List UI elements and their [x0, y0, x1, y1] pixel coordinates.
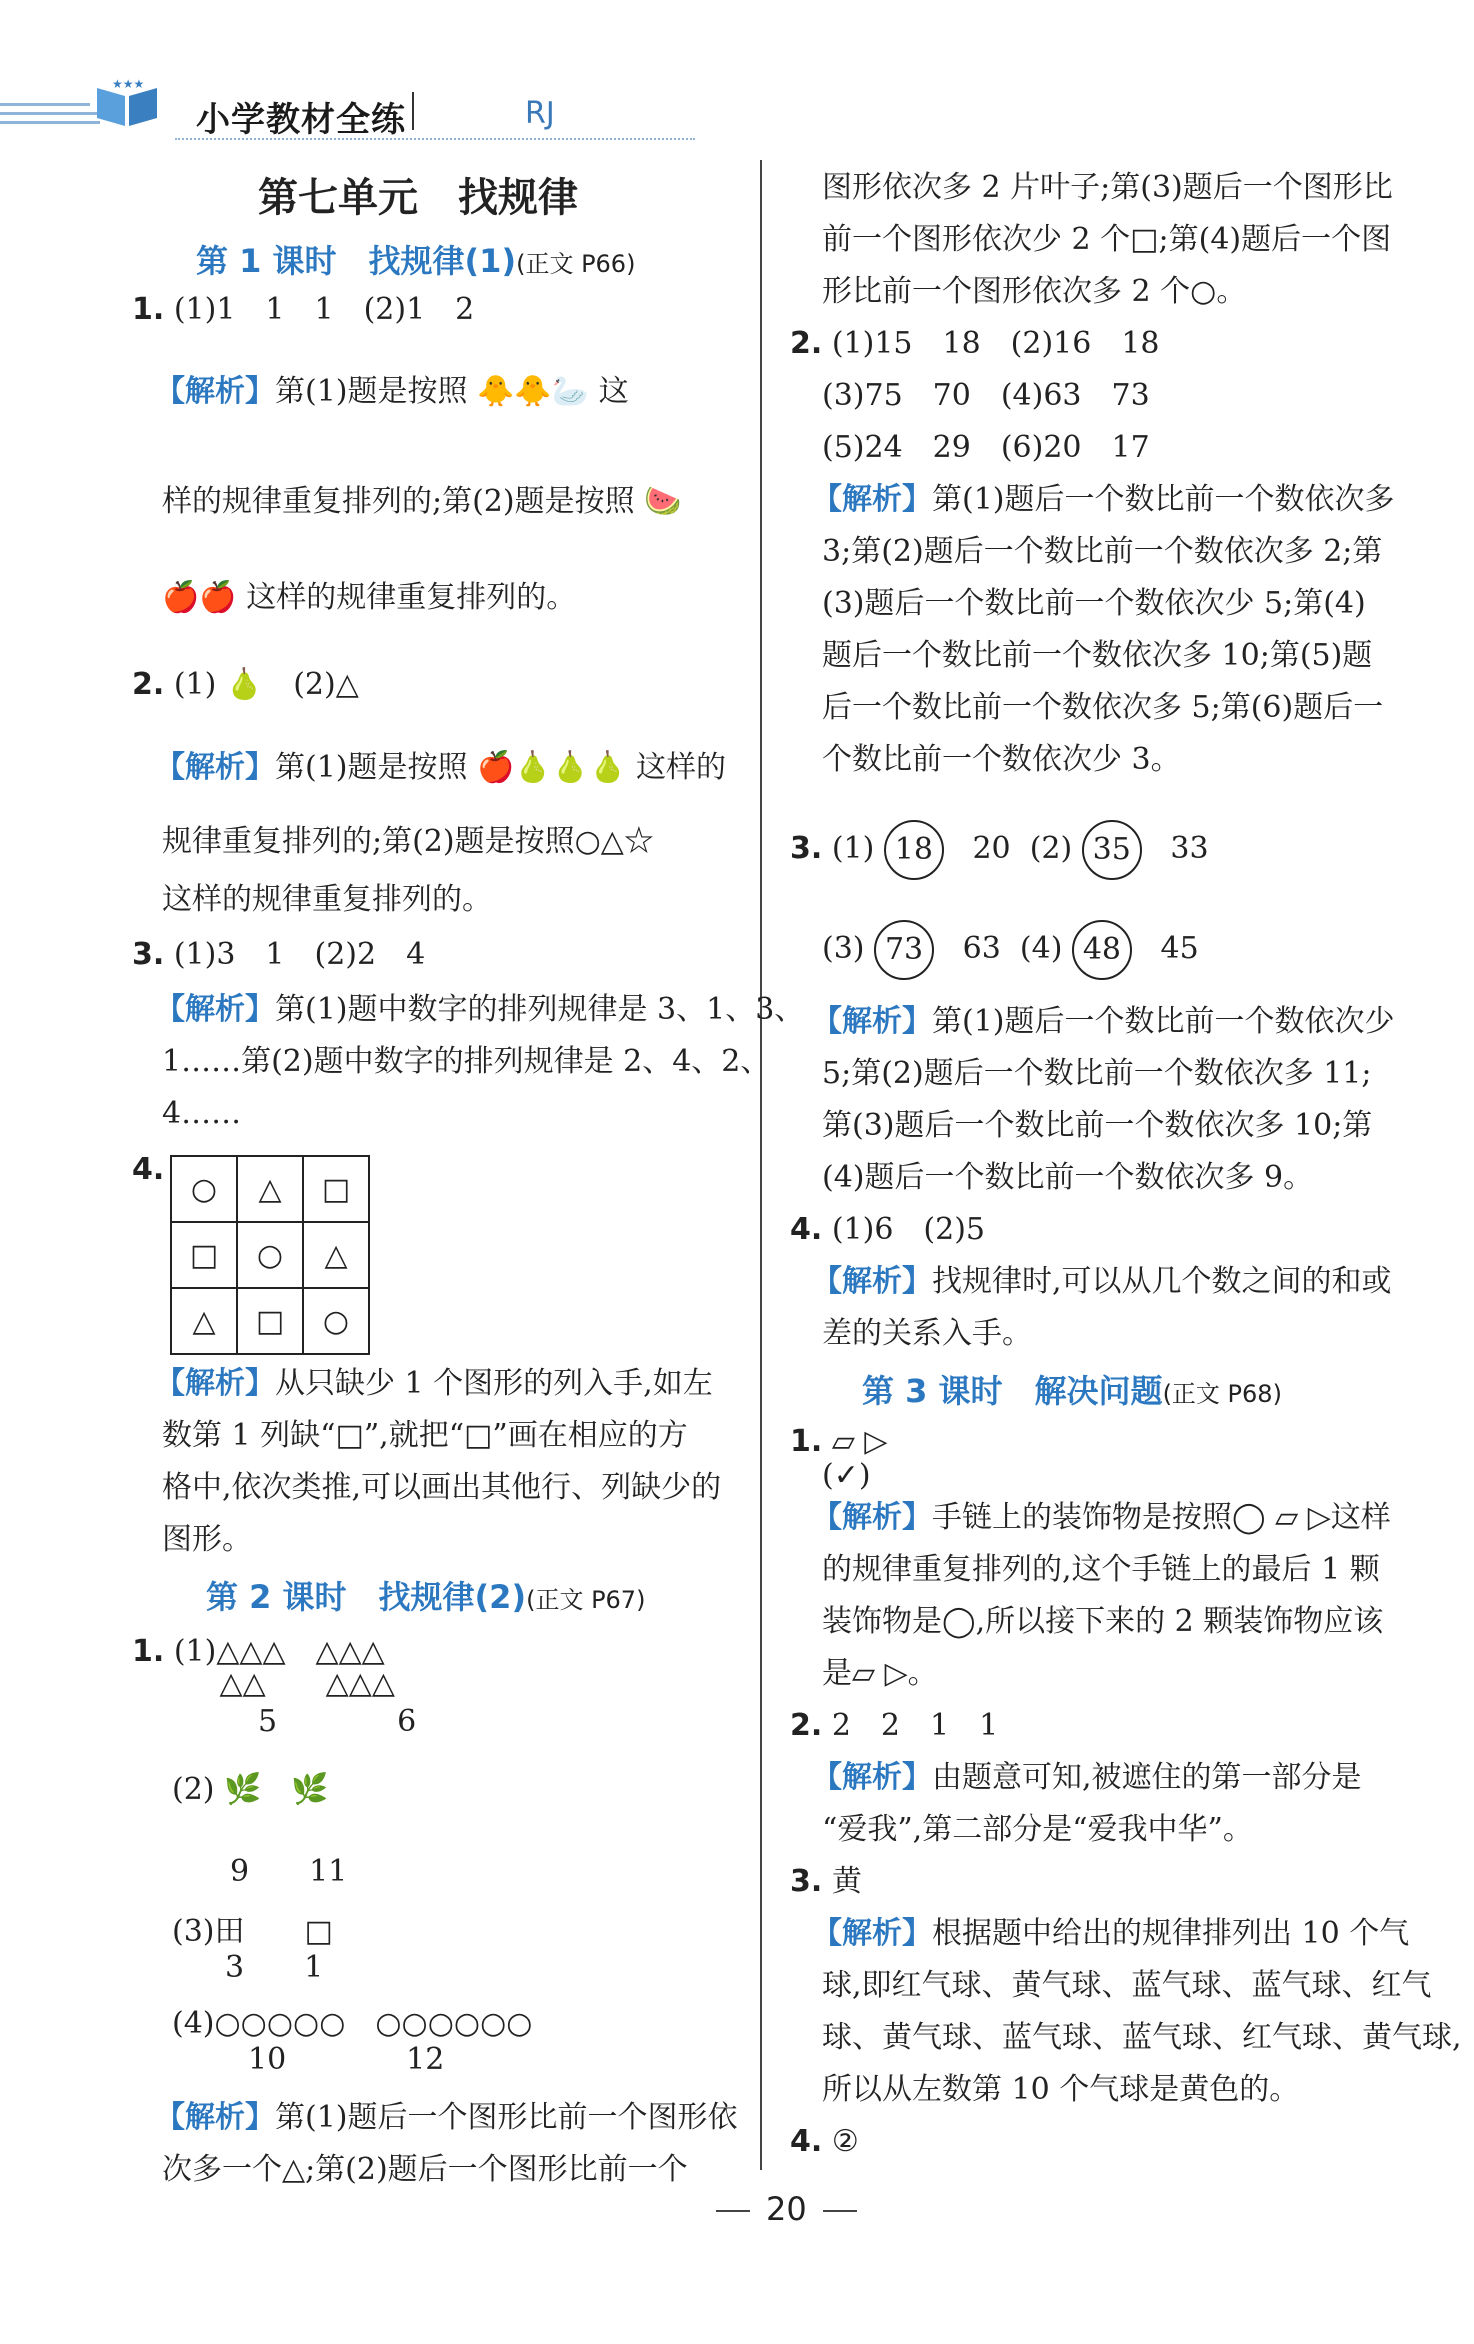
q3-analysis-2: 1……第(2)题中数字的排列规律是 2、4、2、	[162, 1044, 771, 1079]
book-logo-icon	[92, 78, 162, 128]
grid-cell: ○	[171, 1156, 237, 1222]
grid-cell: △	[171, 1288, 237, 1354]
q4-analysis-1: 【解析】从只缺少 1 个图形的列入手,如左	[155, 1366, 713, 1401]
l2-q1-part1: 1. (1)△△△ △△△	[132, 1634, 385, 1669]
r-q2-analysis-6: 个数比前一个数依次少 3。	[822, 742, 1181, 777]
q2-analysis-1: 【解析】第(1)题是按照 🍎🍐🍐🍐 这样的	[155, 750, 726, 785]
q4-number: 4.	[132, 1152, 165, 1187]
q4-analysis-2: 数第 1 列缺“□”,就把“□”画在相应的方	[162, 1418, 688, 1453]
header-separator	[412, 92, 414, 130]
r-q2-answer: 2. (1)15 18 (2)16 18	[790, 326, 1160, 361]
r-q3-row1: 3. (1) 18 20 (2) 35 33	[790, 820, 1209, 880]
brand-title: 小学教材全练	[196, 100, 406, 140]
l3-q1-analysis-4: 是▱ ▷。	[822, 1656, 938, 1691]
q1-analysis-3: 🍎🍎 这样的规律重复排列的。	[162, 580, 577, 615]
grid-cell: △	[303, 1222, 369, 1288]
r-q3-analysis-2: 5;第(2)题后一个数比前一个数依次多 11;	[822, 1056, 1372, 1091]
unit-title: 第七单元 找规律	[258, 175, 578, 221]
r-q4-analysis-2: 差的关系入手。	[822, 1316, 1032, 1351]
l2-q1-part1-row2: △△ △△△	[180, 1666, 395, 1701]
r-q4-analysis-1: 【解析】找规律时,可以从几个数之间的和或	[812, 1264, 1392, 1299]
q4-shape-grid	[170, 1155, 370, 1355]
l3-q3-analysis-2: 球,即红气球、黄气球、蓝气球、蓝气球、红气	[822, 1968, 1432, 2003]
l2-q1-part2-nums: 9 11	[230, 1854, 348, 1889]
q1-analysis-1: 【解析】第(1)题是按照 🐥🐥🦢 这	[155, 374, 629, 409]
l3-q1-analysis-1: 【解析】手链上的装饰物是按照◯ ▱ ▷这样	[812, 1500, 1391, 1535]
r-q2-analysis-3: (3)题后一个数比前一个数依次少 5;第(4)	[822, 586, 1366, 621]
r-q3-row2: (3) 73 63 (4) 48 45	[822, 920, 1199, 980]
r-q2-answer-b: (3)75 70 (4)63 73	[822, 378, 1150, 413]
l3-q1-check: (✓)	[822, 1458, 871, 1493]
r-q2-answer-c: (5)24 29 (6)20 17	[822, 430, 1150, 465]
lesson-2-title	[206, 1572, 645, 1618]
l2-analysis-1: 【解析】第(1)题后一个图形比前一个图形依	[155, 2100, 738, 2135]
l2-q1-part2: (2) 🌿 🌿	[172, 1772, 329, 1807]
edition-label: RJ	[525, 96, 555, 131]
l3-q1-analysis-2: 的规律重复排列的,这个手链上的最后 1 颗	[822, 1552, 1380, 1587]
l2-q1-part1-nums: 5 6	[258, 1704, 417, 1739]
column-divider	[760, 160, 762, 2170]
grid-cell: △	[237, 1156, 303, 1222]
circled-answer: 48	[1072, 920, 1132, 980]
lesson-1-ref: (正文 P66)	[516, 250, 636, 278]
grid-cell: □	[171, 1222, 237, 1288]
r-q2-analysis-1: 【解析】第(1)题后一个数比前一个数依次多	[812, 482, 1395, 517]
l3-q2-analysis-2: “爱我”,第二部分是“爱我中华”。	[822, 1812, 1253, 1847]
grid-cell: ○	[303, 1288, 369, 1354]
circled-answer: 73	[874, 920, 934, 980]
l2-analysis-2: 次多一个△;第(2)题后一个图形比前一个	[162, 2152, 688, 2187]
q2-analysis-2: 规律重复排列的;第(2)题是按照○△☆	[162, 824, 654, 859]
q2-analysis-3: 这样的规律重复排列的。	[162, 882, 492, 917]
r-q3-analysis-1: 【解析】第(1)题后一个数比前一个数依次少	[812, 1004, 1395, 1039]
lesson-3-ref: (正文 P68)	[1162, 1380, 1282, 1408]
q2-answer: 2. (1) 🍐 (2)△	[132, 667, 359, 702]
circled-answer: 35	[1082, 820, 1142, 880]
r-q2-analysis-2: 3;第(2)题后一个数比前一个数依次多 2;第	[822, 534, 1383, 569]
lesson-2-ref: (正文 P67)	[526, 1586, 646, 1614]
header-rule	[0, 103, 90, 106]
grid-cell: ○	[237, 1222, 303, 1288]
r-q2-analysis-5: 后一个数比前一个数依次多 5;第(6)题后一	[822, 690, 1384, 725]
lesson-3-label: 第 3 课时 解决问题	[862, 1372, 1163, 1410]
q4-analysis-4: 图形。	[162, 1522, 252, 1557]
l3-q2-answer: 2. 2 2 1 1	[790, 1708, 999, 1743]
header-underline	[175, 138, 695, 142]
q3-analysis-1: 【解析】第(1)题中数字的排列规律是 3、1、3、	[155, 992, 805, 1027]
r-cont-1: 图形依次多 2 片叶子;第(3)题后一个图形比	[822, 170, 1393, 205]
l3-q3-analysis-1: 【解析】根据题中给出的规律排列出 10 个气	[812, 1916, 1410, 1951]
lesson-3-title	[862, 1366, 1282, 1412]
header-rule	[0, 121, 100, 124]
r-q3-analysis-3: 第(3)题后一个数比前一个数依次多 10;第	[822, 1108, 1373, 1143]
lesson-1-label: 第 1 课时 找规律(1)	[196, 242, 517, 280]
l2-q1-part3: (3)田 □	[172, 1914, 333, 1949]
l2-q1-part4-nums: 10 12	[248, 2042, 445, 2077]
svg-text:★★★: ★★★	[112, 78, 145, 91]
l3-q3-analysis-4: 所以从左数第 10 个气球是黄色的。	[822, 2072, 1300, 2107]
r-q4-answer: 4. (1)6 (2)5	[790, 1212, 985, 1247]
grid-cell: □	[237, 1288, 303, 1354]
l3-q1-answer: 1. ▱ ▷	[790, 1424, 888, 1459]
page-number: 20	[700, 2190, 873, 2228]
q3-analysis-3: 4……	[162, 1096, 242, 1131]
l3-q3-analysis-3: 球、黄气球、蓝气球、蓝气球、红气球、黄气球,	[822, 2020, 1462, 2055]
grid-cell: □	[303, 1156, 369, 1222]
q1-analysis-2: 样的规律重复排列的;第(2)题是按照 🍉	[162, 484, 682, 519]
q1-answer: 1. (1)1 1 1 (2)1 2	[132, 292, 475, 327]
r-cont-2: 前一个图形依次少 2 个□;第(4)题后一个图	[822, 222, 1392, 257]
circled-answer: 18	[884, 820, 944, 880]
r-cont-3: 形比前一个图形依次多 2 个○。	[822, 274, 1247, 309]
lesson-1-title	[196, 236, 635, 282]
l3-q4-answer: 4. ②	[790, 2124, 859, 2159]
lesson-2-label: 第 2 课时 找规律(2)	[206, 1578, 527, 1616]
l2-q1-part3-nums: 3 1	[225, 1950, 324, 1985]
r-q3-analysis-4: (4)题后一个数比前一个数依次多 9。	[822, 1160, 1314, 1195]
l3-q1-analysis-3: 装饰物是◯,所以接下来的 2 颗装饰物应该	[822, 1604, 1384, 1639]
l3-q3-answer: 3. 黄	[790, 1864, 862, 1899]
q4-analysis-3: 格中,依次类推,可以画出其他行、列缺少的	[162, 1470, 722, 1505]
l2-q1-part4: (4)○○○○○ ○○○○○○	[172, 2006, 533, 2041]
r-q2-analysis-4: 题后一个数比前一个数依次多 10;第(5)题	[822, 638, 1373, 673]
l3-q2-analysis-1: 【解析】由题意可知,被遮住的第一部分是	[812, 1760, 1362, 1795]
q3-answer: 3. (1)3 1 (2)2 4	[132, 937, 426, 972]
